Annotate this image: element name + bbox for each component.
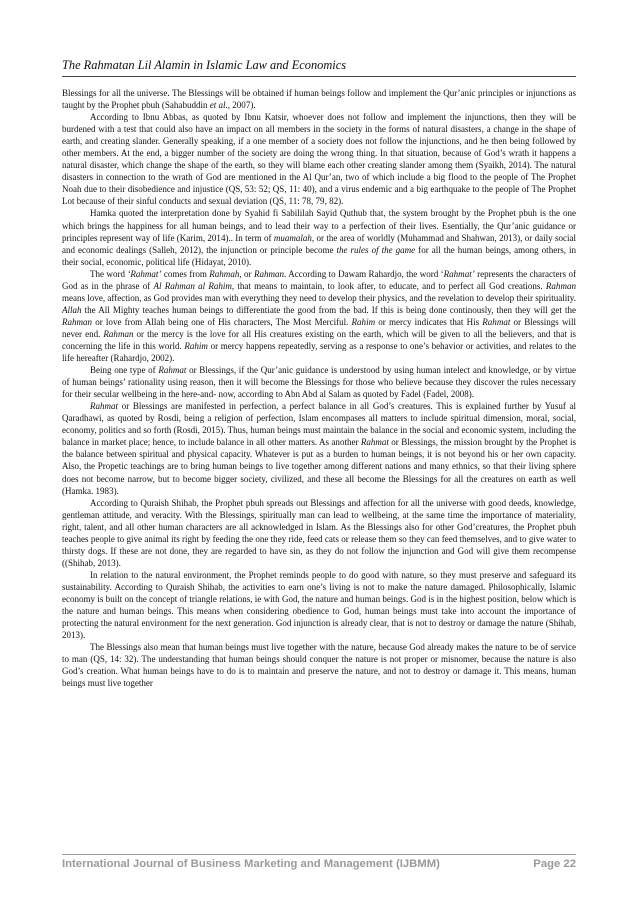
text-run: or mercy indicates that His [375,316,483,327]
italic-text: Rahmat [360,437,389,448]
text-run: for all the human beings, among others, in their social, economic, political life (Hidayat, 2010). [62,244,576,267]
page-number: Page 22 [533,858,576,870]
header-divider [62,76,576,77]
italic-text: muamalah, [273,232,315,243]
text-run: or [241,268,254,279]
text-run: or the area of worldly (Muhammad and Shahwan, 2013), or daily social and economic dealings (Salleh, 2012), the injunction or principle become [62,232,576,255]
text-run: Hamka quoted the interpretation done by Syahid fi Sabililah Sayid Quthub that, the system brought by the Prophet pbuh is the one which brings the happiness for all human beings, and to lead their way to a perfection of their lives. Esentially, the Qur’anic guidance or principles represent way of life (Karim, 2014).. In term of [62,208,576,243]
text-run: or the mercy is the love for all His creatures existing on the earth, which will be given to all the believers, and that is concerning the life in this world. [62,328,576,351]
text-run: Blessings for all the universe. The Blessings will be obtained if human beings follow and implement the Qur’anic principles or injunctions as taught by the Prophet pbuh (Sahabuddin [62,88,576,111]
page-footer [62,858,576,874]
paragraph [62,400,576,496]
text-run: or Blessings, the mission brought by the Prophet is the balance between spiritual and physical capacity. Whatever is put as a burden to human beings, it is not beyond his or her own capacity. Also, the Propetic teachings are to bring human beings to live together among different nations and many ethnics, so that their living sphere does not become narrow, but to become bigger society, civilized, and these all become the Blessings for all the creatures on earth as well (Hamka. 1983). [62,437,576,496]
italic-text: et al. [209,100,228,111]
text-run: comes from [161,268,210,279]
italic-text: Rahmat [158,365,187,376]
paragraph [62,87,576,111]
journal-name: International Journal of Business Marketing and Management (IJBMM) [62,858,440,870]
text-run: In relation to the natural environment, the Prophet reminds people to do good with nature, so they must preserve and safeguard its sustainability. According to Quraish Shihab, the activities to earn one’s living is not to make the nature damaged. Philosophically, Islamic economy is built on the concept of triangle relations, ie with God, the nature and human beings. God is in the highest position, below which is the nature and human beings. This means when considering obedience to God, human beings must take into account the importance of protecting the natural environment for the next generation. God injunction is already clear, that is not to destroy or damage the nature (Shihab, 2013). [62,569,576,641]
italic-text: Allah [62,304,82,315]
text-run: The Blessings also mean that human beings must live together with the nature, because God already makes the nature to be of service to man (QS, 14: 32). The understanding that human beings should conquer the nature is not proper or misnomer, because the nature is also God’s creation. What human beings have to do is to maintain and preserve the nature, and not to destroy or damage it. This means, human beings must live together [62,642,576,689]
text-run: means love, affection, as God provides man with everything they need to develop their physics, and the revelation to develop their spirituality. [62,292,576,303]
text-run: that means to maintain, to look after, to educate, and to perfect all God creations. [234,280,546,291]
italic-text: Rahim [351,316,376,327]
italic-text: Rahmah, [209,268,242,279]
italic-text: ‘Rahmat’ [127,268,162,279]
italic-text: Rahmat [90,401,119,412]
text-run: Being one type of [90,365,159,376]
text-run: or Blessings are manifested in perfection, a perfect balance in all God’s creatures. This is explained further by Yusuf al Qaradhawi, as quoted by Rosdi, being a religion of perfection, Islam encompases all matters to include spiritual dimension, moral, social, economy, politics and so forth (Rosdi, 2015). Thus, human beings must maintain the balance in the social and economic system, including the balance in market place; hence, to include balance in all other matters. As another [62,401,576,448]
text-run: , 2007). [227,100,256,111]
article-body [62,87,576,689]
paragraph [62,111,576,207]
italic-text: Rahim [184,340,208,351]
text-run: According to Quraish Shihab, the Prophet pbuh spreads out Blessings and affection for all the universe with good deeds, knowledge, gentleman attitude, and veracity. With the Blessings, spiritually man can lead to wellbeing, at the same time the importance of materiality, right, talent, and all other human characters are all acknowledged in Islam. As the Blessings also for other God’creatures, the Prophet pbuh teaches people to give animal its right by feeding the one they ride, feed cats or release them so they can feed themselves, and to give water to thirsty dogs. If these are not done, they are regarded to have sin, as they do not follow the injunction and God will give them recompense ((Shihab, 2013). [62,497,576,568]
text-run: or Blessings will never end. [62,316,576,339]
text-run: The word [90,268,128,279]
paragraph [62,207,576,267]
text-run: or love from Allah being one of His characters, The Most Merciful. [92,316,352,327]
italic-text: Rahmat [482,316,511,327]
paragraph [62,268,576,364]
running-header: The Rahmatan Lil Alamin in Islamic Law and Economics [62,58,347,72]
italic-text: Rahman [253,268,285,279]
italic-text: Rahmat’ [443,268,475,279]
paragraph [62,641,576,689]
text-run: According to Ibnu Abbas, as quoted by Ibnu Katsir, whoever does not follow and implement the injunctions, then they will be burdened with a test that could also have an impact on all members in the society in the forms of natural disasters, a change in the shape of earth, and creating slander. Generally speaking, if a one member of a society does not follow the injunctions, and he then being followed by other members. At the end, a bigger number of the society are doing the wrong thing. In that situation, because of God’s wrath it happens a natural disaster, which change the shape of the earth, so they will blame each other creating slander among them (Syaikh, 2014). The natural disasters in connection to the wrath of God are mentioned in the Al Qur’an, two of which include a big flood to the people of The Prophet Noah due to their disobedience and injustice (QS, 53: 52; QS, 11: 40), and a virus endemic and a big earthquake to the people of The Prophet Lot because of their sinful conducts and sexual deviation (QS, 11: 78, 79, 82). [62,112,576,207]
text-run: represents the characters of God as in the phrase of [62,268,576,291]
paragraph [62,364,576,400]
italic-text: Rahman [103,328,134,339]
text-run: . According to Dawam Rahardjo, the word ‘ [284,268,444,279]
text-run: or Blessings, if the Qur’anic guidance is understood by using human intelect and knowledge, or by virtue of human beings’ rationality using reason, then it will become the Blessings for those who believe because they discover the rules necessary for their secular wellbeing in the here-and- now, according to Abn Abd al Salam as quoted by Fadel (Fadel, 2008). [62,365,576,400]
paragraph [62,569,576,641]
italic-text: Al Rahman al Rahim, [153,280,235,291]
text-run: or mercy happens repeatedly, serving as a response to one’s behavior or activities, and relates to the life hereafter (Rahardjo, 2002). [62,340,576,364]
text-run: the All Mighty teaches human beings to differentiate the good from the bad. If this is being done continously, then they will get the [81,304,576,315]
footer-divider [62,854,576,855]
italic-text: Rahman [545,280,576,291]
paragraph [62,497,576,569]
italic-text: the rules of the game [336,244,416,255]
italic-text: Rahman [62,316,93,327]
